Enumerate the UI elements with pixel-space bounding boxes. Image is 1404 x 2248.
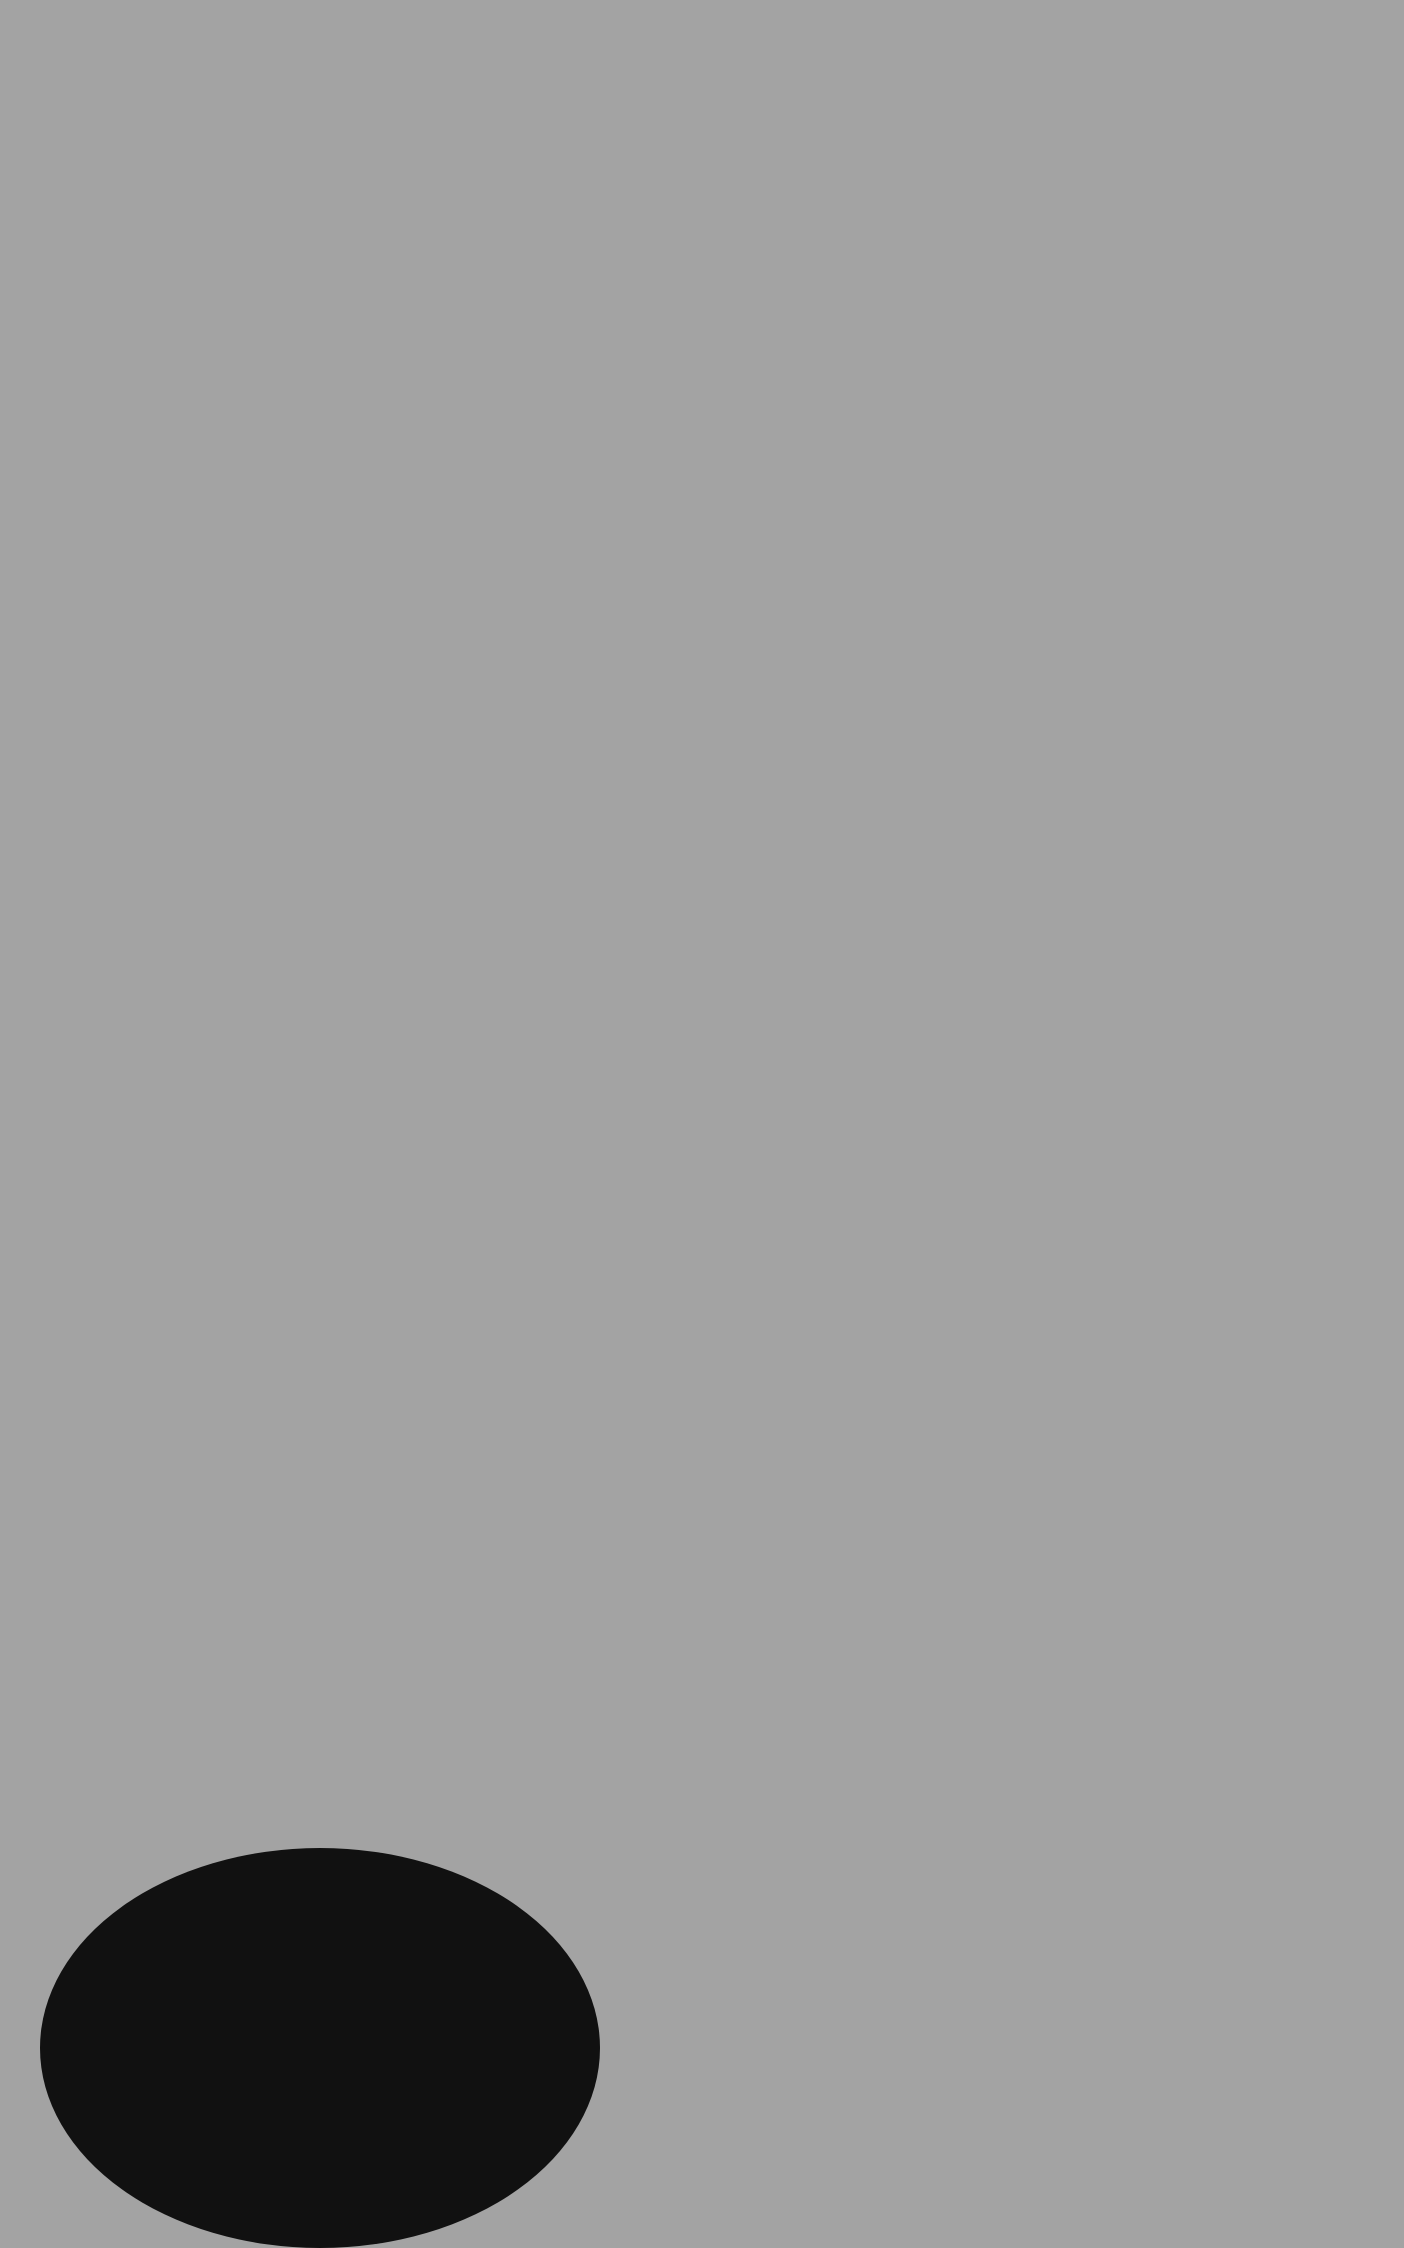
- thanks-banner: [40, 1848, 600, 2248]
